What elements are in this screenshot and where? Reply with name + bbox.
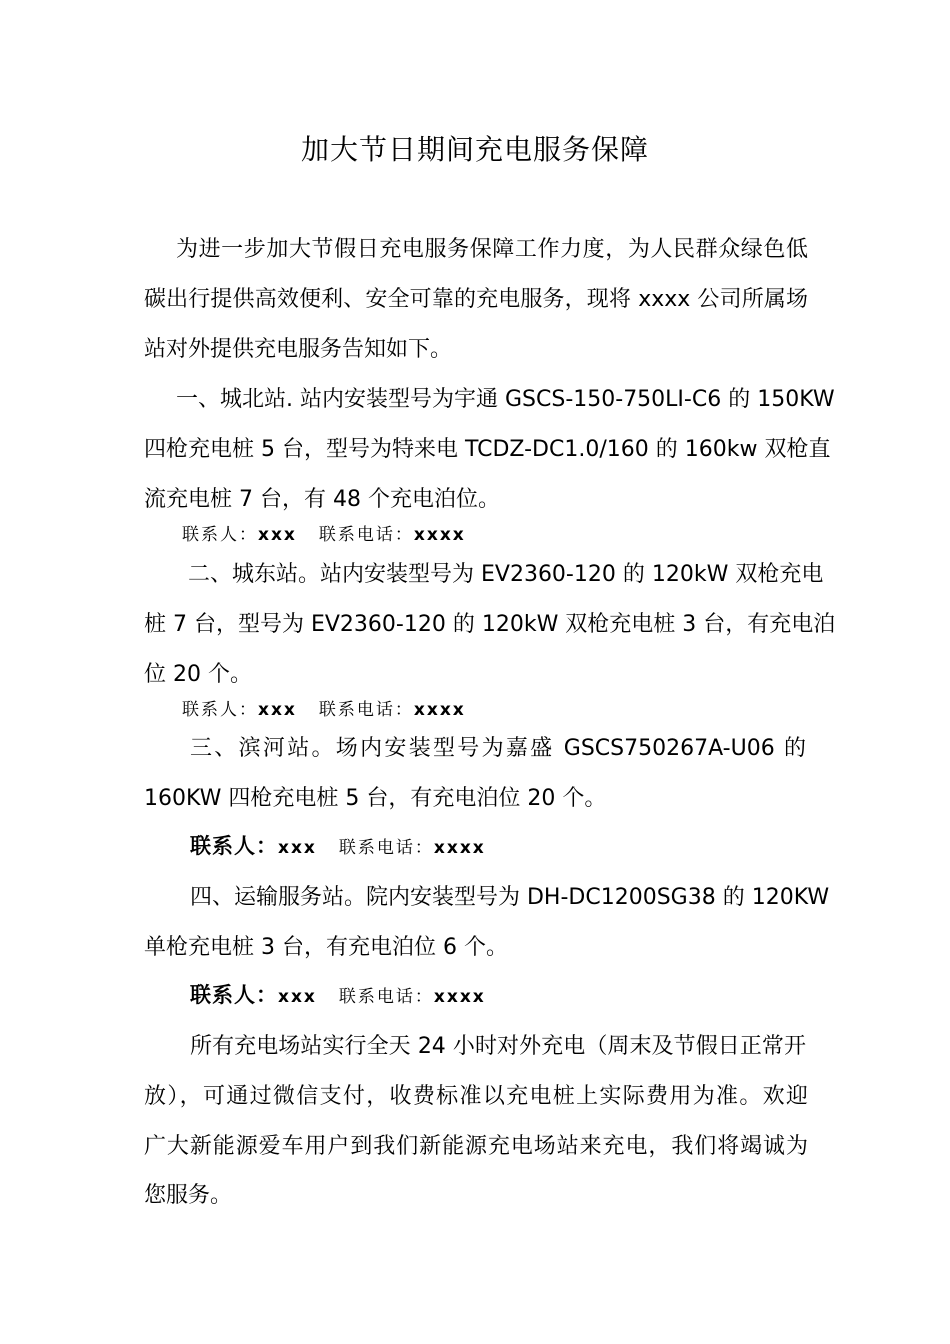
closing-line-3: 广大新能源爱车用户到我们新能源充电场站来充电，我们将竭诚为 — [144, 1134, 808, 1159]
section2-line-3: 位 20 个。 — [144, 662, 252, 687]
contact-line-2 — [182, 698, 466, 722]
section2-line-2: 桩 7 台，型号为 EV2360-120 的 120kW 双枪充电桩 3 台，有充电泊 — [144, 612, 836, 637]
contact-person-label: 联系人： — [182, 525, 258, 545]
contact-person-value: xxx — [258, 525, 297, 545]
section1-line-1: 一、城北站. 站内安装型号为宇通 GSCS-150-750LI-C6 的 150KW — [176, 387, 835, 412]
closing-line-2: 放），可通过微信支付，收费标准以充电桩上实际费用为准。欢迎 — [144, 1084, 808, 1109]
section1-line-2: 四枪充电桩 5 台，型号为特来电 TCDZ-DC1.0/160 的 160kw 双枪直 — [144, 437, 831, 462]
document-title: 加大节日期间充电服务保障 — [300, 133, 649, 166]
section1-line-3: 流充电桩 7 台，有 48 个充电泊位。 — [144, 487, 500, 512]
contact-phone-label: 联系电话： — [318, 700, 414, 720]
contact-line-1 — [182, 523, 466, 547]
contact-phone-value: xxxx — [433, 838, 486, 858]
contact-person-value: xxx — [278, 838, 317, 858]
section4-line-1: 四、运输服务站。院内安装型号为 DH-DC1200SG38 的 120KW — [190, 885, 830, 910]
contact-phone-value: xxxx — [433, 987, 486, 1007]
contact-phone-value: xxxx — [413, 700, 466, 720]
section2-line-1: 二、城东站。站内安装型号为 EV2360-120 的 120kW 双枪充电 — [188, 562, 824, 587]
intro-line-1: 为进一步加大节假日充电服务保障工作力度，为人民群众绿色低 — [176, 237, 808, 262]
section3-line-2: 160KW 四枪充电桩 5 台，有充电泊位 20 个。 — [144, 786, 607, 811]
contact-person-label: 联系人： — [190, 834, 278, 858]
contact-phone-label: 联系电话： — [338, 987, 434, 1007]
contact-person-label: 联系人： — [182, 700, 258, 720]
contact-line-3 — [190, 834, 486, 860]
contact-person-value: xxx — [278, 987, 317, 1007]
contact-phone-label: 联系电话： — [318, 525, 414, 545]
intro-line-3: 站对外提供充电服务告知如下。 — [144, 337, 453, 362]
section4-line-2: 单枪充电桩 3 台，有充电泊位 6 个。 — [144, 935, 508, 960]
contact-phone-value: xxxx — [413, 525, 466, 545]
contact-phone-label: 联系电话： — [338, 838, 434, 858]
contact-line-4 — [190, 983, 486, 1009]
contact-person-label: 联系人： — [190, 983, 278, 1007]
closing-line-1: 所有充电场站实行全天 24 小时对外充电（周末及节假日正常开 — [190, 1034, 806, 1059]
section3-line-1: 三、滨河站。场内安装型号为嘉盛 GSCS750267A-U06 的 — [190, 736, 806, 761]
closing-line-4: 您服务。 — [144, 1183, 233, 1208]
intro-line-2: 碳出行提供高效便利、安全可靠的充电服务，现将 xxxx 公司所属场 — [144, 287, 808, 312]
contact-person-value: xxx — [258, 700, 297, 720]
